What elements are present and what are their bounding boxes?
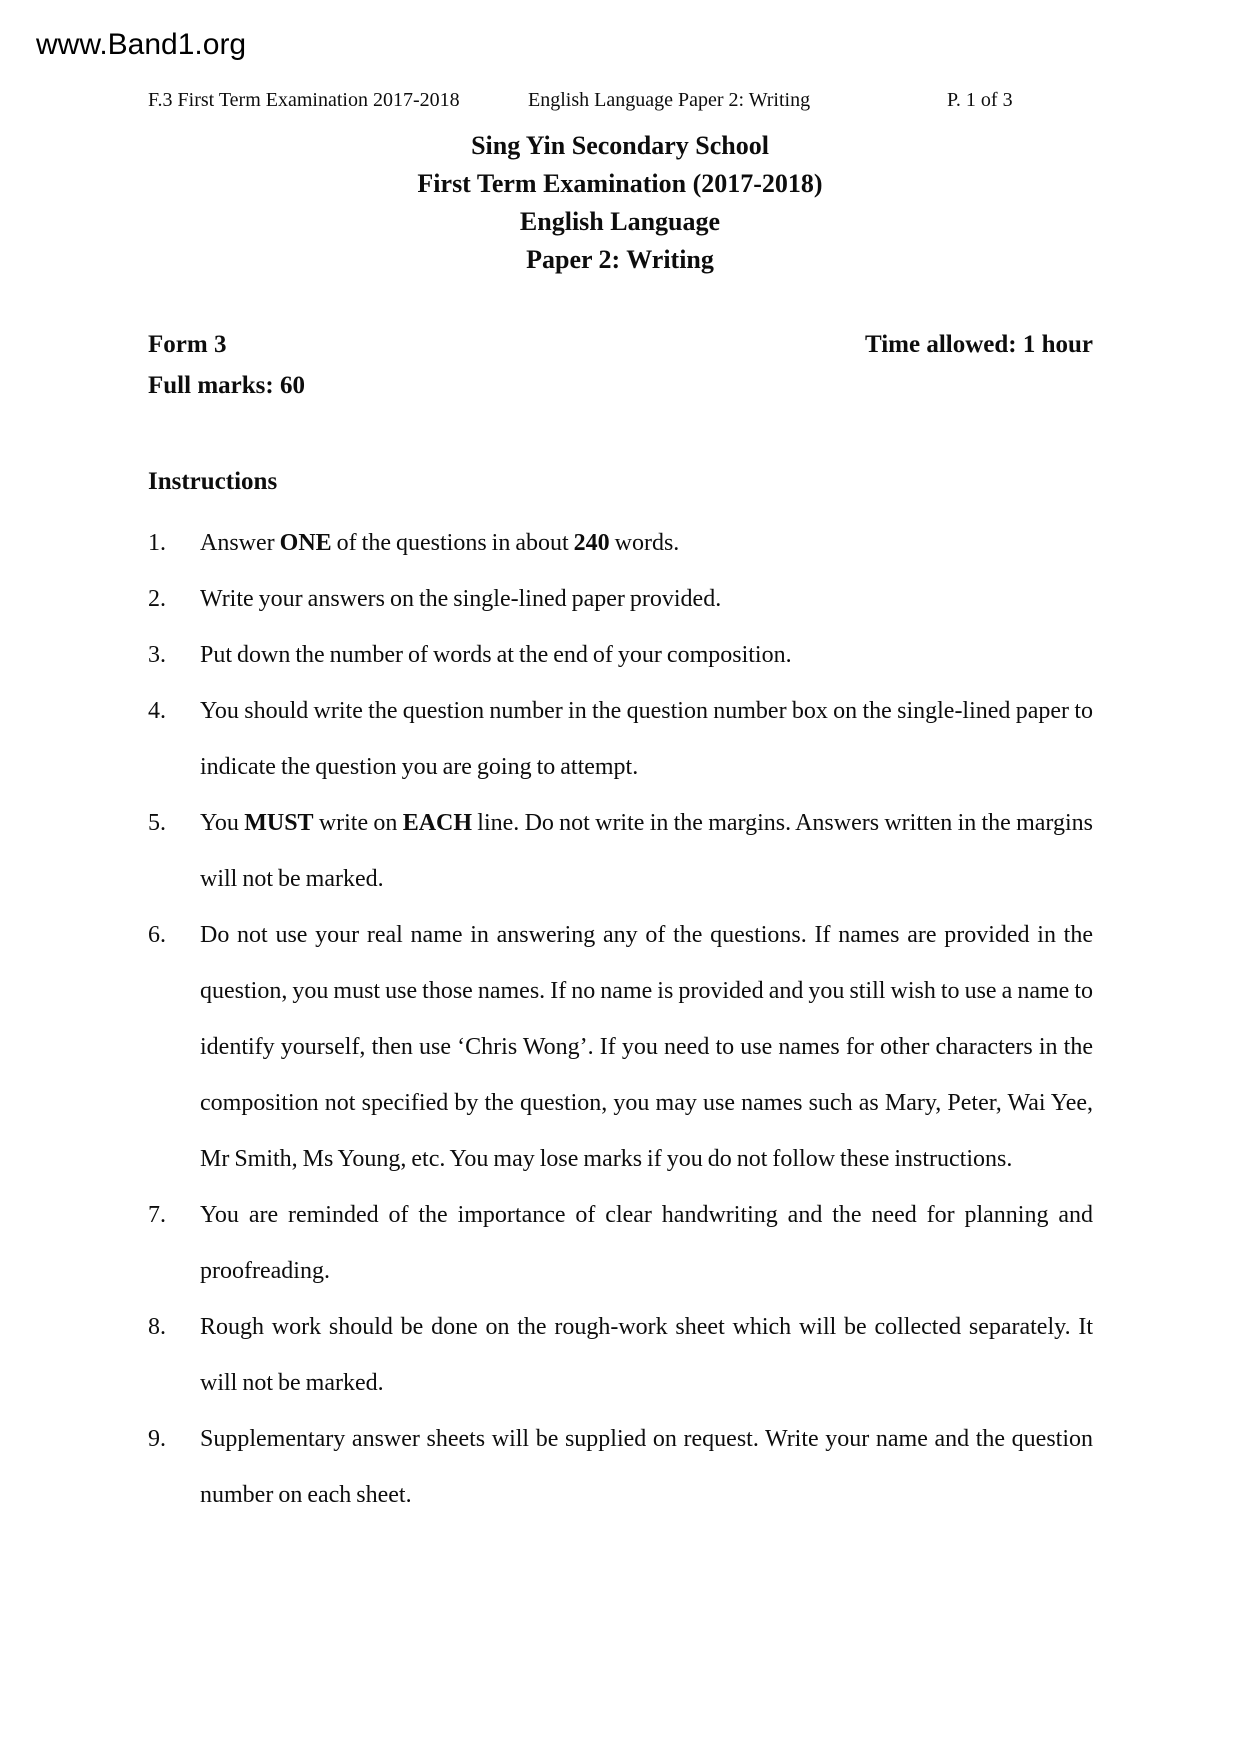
subject-name: English Language [519,207,721,236]
instruction-item [148,683,1093,795]
paper-name: Paper 2: Writing [526,245,714,274]
instruction-item [148,1299,1093,1411]
instruction-item [148,1411,1093,1523]
instructions-heading: Instructions [148,468,278,495]
instruction-item [148,1187,1093,1299]
instruction-text: Do not use your real name in answering any of the questions. If names are provided in the question, you must use those names. If no name is provided and you still wish to use a name to identify yourself, then use ‘Chris Wong’. If you need to use names for other characters in the composition not specified by the question, you may use names such as Mary, Peter, Wai Yee, Mr Smith, Ms Young, etc. You may lose marks if you do not follow these instructions. [200,922,1093,1172]
instruction-text: Write your answers on the single-lined paper provided. [200,586,722,612]
exam-name: First Term Examination (2017-2018) [417,169,823,198]
instruction-item [148,515,1093,571]
instruction-item [148,627,1093,683]
band1-watermark: www.Band1.org [36,28,247,61]
instruction-number: 4. [148,698,166,724]
instruction-number: 7. [148,1202,166,1228]
instruction-number: 2. [148,586,166,612]
instruction-number: 3. [148,642,166,668]
exam-meta-row [148,330,1093,360]
instruction-item [148,571,1093,627]
instruction-number: 1. [148,530,166,556]
form-label: Form 3 [148,331,227,358]
header-page-number: P. 1 of 3 [947,89,1013,111]
header-paper-title: English Language Paper 2: Writing [528,89,811,111]
instruction-item [148,907,1093,1187]
instruction-item [148,795,1093,907]
instruction-number: 8. [148,1314,166,1340]
title-block [0,127,1240,279]
instruction-number: 9. [148,1426,166,1452]
instruction-text: You should write the question number in the question number box on the single-lined paper to indicate the question you are going to attempt. [200,698,1093,780]
instruction-text: Supplementary answer sheets will be supplied on request. Write your name and the question number on each sheet. [200,1426,1093,1508]
full-marks-label: Full marks: 60 [148,372,305,399]
instruction-text: You MUST write on EACH line. Do not write in the margins. Answers written in the margins will not be marked. [200,810,1093,892]
time-allowed-label: Time allowed: 1 hour [864,331,1093,358]
instruction-text: You are reminded of the importance of clear handwriting and the need for planning and proofreading. [200,1202,1093,1284]
instruction-number: 5. [148,810,166,836]
instruction-text: Put down the number of words at the end of your composition. [200,642,792,668]
school-name: Sing Yin Secondary School [471,131,769,160]
instructions-list [148,515,1093,1523]
instruction-text: Rough work should be done on the rough-work sheet which will be collected separately. It will not be marked. [200,1314,1093,1396]
header-exam-info: F.3 First Term Examination 2017-2018 [148,89,460,111]
instruction-number: 6. [148,922,166,948]
instruction-text: Answer ONE of the questions in about 240 words. [200,530,680,556]
